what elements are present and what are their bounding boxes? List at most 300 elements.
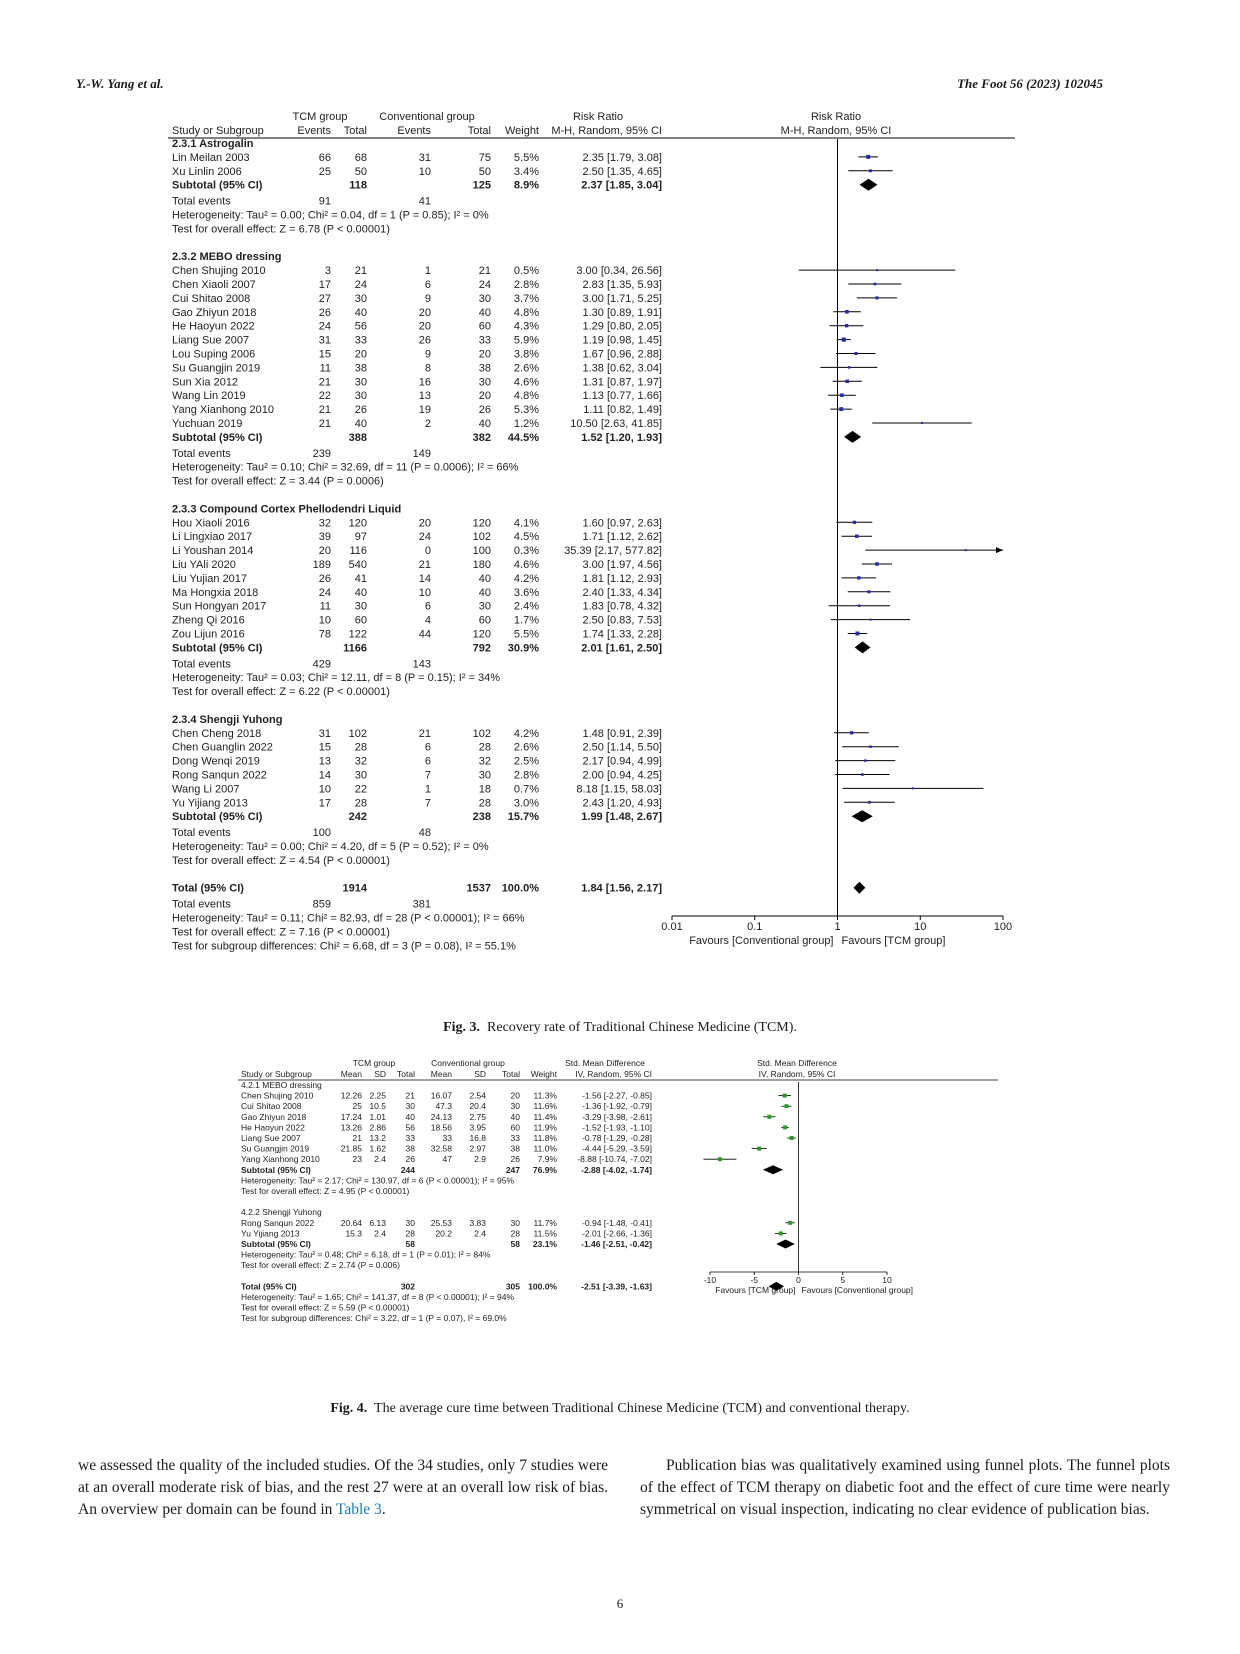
fig4-cell: 20.64 [340, 1217, 362, 1228]
fig4-smd-header: Std. Mean Difference [565, 1058, 645, 1068]
fig3-cell: 0.5% [513, 265, 539, 278]
fig4-cell: 15.3 [345, 1228, 362, 1239]
fig3-subgroup-note: Heterogeneity: Tau² = 0.00; Chi² = 4.20, df = 5 (P = 0.52); I² = 0% [172, 841, 489, 853]
fig3-risk-ratio-plot-header: Risk Ratio [810, 111, 862, 123]
fig3-cell: 68 [354, 151, 367, 164]
fig4-point-estimate [767, 1115, 771, 1119]
fig4-row-label: Yang Xianhong 2010 [241, 1154, 320, 1165]
fig4-cell: 1.62 [369, 1143, 386, 1154]
fig3-point-estimate [921, 422, 923, 424]
fig4-overall-note: Test for overall effect: Z = 5.59 (P < 0.00001) [241, 1302, 410, 1313]
fig3-cell: 1914 [342, 882, 367, 895]
fig3-cell: 180 [472, 559, 491, 571]
fig4-col-header: Mean [340, 1069, 362, 1079]
fig4-cell: -0.94 [-1.48, -0.41] [582, 1217, 652, 1228]
fig3-caption [0, 1020, 1240, 1036]
fig3-subgroup-note: Test for overall effect: Z = 6.78 (P < 0.00001) [172, 223, 390, 236]
fig3-cell: 3.00 [1.97, 4.56] [582, 559, 662, 571]
fig3-cell: 18 [478, 783, 491, 796]
fig3-cell: 0.3% [513, 545, 539, 558]
fig3-cell: 4.8% [513, 306, 539, 319]
fig3-cell: 7 [424, 769, 431, 782]
fig4-subgroup-note: Test for overall effect: Z = 2.74 (P = 0.006) [241, 1260, 400, 1271]
fig3-cell: 11 [319, 600, 331, 613]
fig4-cell: 11.4% [533, 1111, 557, 1122]
fig3-row-label: Subtotal (95% CI) [172, 642, 263, 655]
fig4-cell: 60 [510, 1122, 520, 1133]
fig3-subgroup-title: 2.3.2 MEBO dressing [172, 251, 282, 264]
fig3-cell: 38 [478, 362, 491, 375]
fig3-cell: 21 [318, 376, 331, 389]
fig4-cell: 23 [352, 1154, 362, 1165]
fig3-cell: 1.38 [0.62, 3.04] [582, 362, 662, 375]
fig3-cell: 50 [354, 165, 367, 178]
fig3-cell: 102 [348, 727, 367, 740]
fig3-cell: 120 [472, 517, 491, 530]
fig4-caption-text: The average cure time between Traditional Chinese Medicine (TCM) and conventional therapy. [374, 1401, 910, 1416]
fig3-cell: 3.0% [513, 797, 539, 810]
fig3-cell: 31 [418, 151, 431, 164]
fig3-cell: 14 [318, 769, 331, 782]
fig3-cell: 78 [318, 628, 331, 641]
fig4-point-estimate [788, 1221, 792, 1225]
fig3-cell: 20 [418, 306, 431, 319]
fig3-point-estimate [875, 562, 879, 566]
fig3-row-label: Yu Yijiang 2013 [172, 797, 248, 810]
fig3-row-label: Ma Hongxia 2018 [172, 586, 259, 599]
fig4-subgroup-note: Heterogeneity: Tau² = 0.48; Chi² = 6.18, df = 1 (P = 0.01); I² = 84% [241, 1249, 491, 1260]
fig3-point-estimate [867, 590, 870, 593]
fig3-overall-note: Test for overall effect: Z = 7.16 (P < 0.00001) [172, 926, 390, 939]
fig3-cell: 38 [354, 362, 367, 375]
fig3-cell: 1166 [343, 642, 367, 655]
fig3-point-estimate [857, 576, 860, 579]
fig3-cell: 2.40 [1.33, 4.34] [582, 586, 662, 599]
fig3-col-total: Total [467, 125, 491, 137]
fig3-cell: 40 [478, 586, 491, 599]
fig4-col-header: SD [474, 1069, 486, 1079]
fig3-point-estimate [855, 534, 858, 537]
fig4-cell: -1.36 [-1.92, -0.79] [582, 1101, 652, 1112]
fig3-cell: 11 [319, 362, 331, 375]
fig3-cell: 44 [418, 628, 431, 641]
fig3-point-estimate [912, 787, 914, 789]
fig3-row-label: Wang Lin 2019 [172, 390, 246, 403]
fig3-row-label: Chen Shujing 2010 [172, 265, 266, 278]
fig3-cell: 1.81 [1.12, 2.93] [582, 572, 662, 585]
fig3-cell: 2.35 [1.79, 3.08] [582, 151, 662, 164]
fig4-x-tick-label: -5 [750, 1275, 759, 1285]
fig3-row-label: Li Youshan 2014 [172, 545, 254, 558]
fig3-cell: 4.8% [513, 390, 539, 403]
fig3-cell: 30 [354, 376, 367, 389]
fig4-cell: -4.44 [-5.29, -3.59] [582, 1143, 652, 1154]
fig3-tcm-group-header: TCM group [292, 111, 348, 123]
fig3-cell: 30 [354, 769, 367, 782]
fig3-cell: 21 [478, 265, 491, 278]
fig3-point-estimate [874, 283, 877, 286]
fig4-cell: 3.83 [469, 1217, 486, 1228]
fig4-cell: 30 [510, 1101, 520, 1112]
fig3-cell: 118 [349, 179, 367, 192]
fig4-row-label: Cui Shitao 2008 [241, 1101, 302, 1112]
fig4-cell: 3.95 [469, 1122, 486, 1133]
fig3-cell: 1.7% [513, 614, 539, 627]
fig4-cell: 11.3% [533, 1090, 557, 1101]
fig3-cell: 26 [318, 306, 331, 319]
fig4-favours-right: Favours [Conventional group] [801, 1285, 914, 1295]
fig3-x-tick-label: 0.1 [747, 921, 763, 933]
fig3-cell: 21 [418, 727, 431, 740]
fig3-cell: 30 [478, 769, 491, 782]
fig3-ci-arrow [996, 547, 1003, 553]
fig3-point-estimate [848, 366, 851, 369]
fig4-cell: 16.07 [430, 1090, 452, 1101]
fig3-cell: 15 [318, 348, 331, 361]
fig3-cell: 2.6% [513, 741, 539, 754]
fig3-cell: 0 [424, 545, 431, 558]
fig4-cell: 18.56 [430, 1122, 452, 1133]
fig3-point-estimate [839, 407, 843, 411]
fig3-point-estimate [866, 155, 870, 159]
fig3-total-events-conv: 149 [412, 447, 431, 460]
fig3-cell: 13 [318, 755, 331, 768]
fig3-caption-text: Recovery rate of Traditional Chinese Medicine (TCM). [487, 1020, 797, 1035]
fig4-cell: 2.97 [469, 1143, 486, 1154]
fig3-cell: 25 [318, 165, 331, 178]
fig3-cell: 100 [472, 545, 491, 558]
fig4-x-tick-label: 5 [840, 1275, 846, 1285]
fig3-point-estimate [840, 393, 844, 397]
fig4-pooled-diamond [776, 1240, 794, 1249]
fig3-cell: 2.00 [0.94, 4.25] [582, 769, 662, 782]
fig3-cell: 9 [424, 348, 431, 361]
fig3-cell: 28 [478, 797, 491, 810]
forest-plot-cure-time [0, 1040, 1240, 1380]
fig3-point-estimate [842, 338, 846, 342]
fig3-cell: 388 [348, 431, 367, 444]
fig3-cell: 26 [418, 334, 431, 347]
fig3-col-events: Events [297, 125, 331, 137]
body-text-left [78, 1455, 608, 1521]
fig4-cell: -2.88 [-4.02, -1.74] [581, 1164, 652, 1175]
fig3-cell: 125 [472, 179, 491, 192]
fig3-cell: 40 [354, 418, 367, 430]
fig4-point-estimate [718, 1157, 722, 1161]
fig3-cell: 189 [312, 559, 331, 571]
fig4-point-estimate [783, 1094, 787, 1098]
fig3-cell: 20 [354, 348, 367, 361]
fig3-total-events-conv: 48 [418, 827, 431, 840]
fig3-total-events-conv: 143 [412, 658, 431, 671]
fig4-cell: 33 [442, 1133, 452, 1143]
fig3-cell: 2.6% [513, 362, 539, 375]
fig3-row-label: Subtotal (95% CI) [172, 179, 263, 192]
fig3-row-label: Lou Suping 2006 [172, 348, 256, 361]
fig3-cell: 31 [318, 334, 331, 347]
fig4-point-estimate [784, 1104, 788, 1108]
fig3-cell: 32 [478, 755, 491, 768]
fig4-cell: 11.5% [533, 1228, 557, 1239]
fig4-cell: 30 [510, 1217, 520, 1228]
fig4-overall-note: Test for subgroup differences: Chi² = 3.22, df = 1 (P = 0.07), I² = 69.0% [241, 1313, 507, 1324]
fig4-cell: 20 [510, 1090, 520, 1101]
fig3-cell: 1.52 [1.20, 1.93] [581, 431, 662, 444]
fig3-x-tick-label: 0.01 [661, 921, 683, 933]
fig4-cell: 1.01 [369, 1111, 386, 1122]
fig3-row-label: Li Lingxiao 2017 [172, 531, 253, 544]
fig3-cell: 3.6% [513, 586, 539, 599]
fig4-cell: 16.8 [469, 1133, 486, 1143]
fig3-cell: 10 [318, 783, 331, 796]
fig4-cell: 40 [510, 1111, 520, 1122]
fig3-cell: 1.19 [0.98, 1.45] [582, 334, 662, 347]
fig3-cell: 17 [318, 279, 331, 291]
fig3-point-estimate [845, 310, 849, 314]
fig3-row-label: Liang Sue 2007 [172, 334, 250, 347]
body-text-right [640, 1455, 1170, 1521]
fig3-cell: 6 [424, 279, 431, 291]
fig3-cell: 5.5% [513, 151, 539, 164]
fig4-favours-left: Favours [TCM group] [715, 1285, 796, 1295]
fig3-cell: 60 [354, 614, 367, 627]
fig4-row-label: Su Guangjin 2019 [241, 1143, 310, 1154]
fig3-subgroup-title: 2.3.3 Compound Cortex Phellodendri Liquid [172, 503, 402, 516]
fig3-cell: 3 [324, 265, 331, 278]
fig3-row-label: Zheng Qi 2016 [172, 614, 245, 627]
fig3-cell: 1.11 [0.82, 1.49] [583, 404, 662, 417]
fig3-cell: 3.4% [513, 165, 539, 178]
fig3-col-study: Study or Subgroup [172, 125, 264, 137]
fig3-cell: 30 [354, 390, 367, 403]
fig3-cell: 102 [472, 531, 491, 544]
fig3-point-estimate [845, 324, 848, 327]
fig4-cell: -1.56 [-2.27, -0.85] [582, 1090, 652, 1101]
fig3-cell: 30.9% [507, 642, 539, 655]
fig3-cell: 4.1% [513, 517, 539, 530]
fig3-cell: 2.4% [513, 600, 539, 613]
fig4-cell: 7.9% [537, 1154, 557, 1165]
fig4-cell: 56 [405, 1122, 415, 1133]
fig3-cell: 238 [472, 811, 491, 824]
fig3-cell: 1.2% [513, 418, 539, 430]
fig3-cell: 2.37 [1.85, 3.04] [581, 179, 662, 192]
fig3-cell: 13 [418, 390, 431, 403]
fig3-cell: 1.74 [1.33, 2.28] [582, 628, 662, 641]
fig3-cell: 20 [418, 517, 431, 530]
fig3-cell: 3.00 [0.34, 26.56] [576, 265, 662, 278]
fig3-cell: 7 [424, 797, 431, 810]
fig3-point-estimate [869, 619, 871, 621]
fig3-total-events-label: Total events [172, 898, 231, 911]
fig3-cell: 100.0% [501, 882, 539, 895]
fig3-cell: 1537 [466, 882, 491, 895]
fig3-cell: 40 [478, 418, 491, 430]
fig3-point-estimate [864, 759, 866, 761]
fig4-row-label: Chen Shujing 2010 [241, 1090, 314, 1101]
fig3-point-estimate [875, 296, 878, 299]
fig3-row-label: Xu Linlin 2006 [172, 165, 242, 178]
fig4-cell: 11.0% [533, 1143, 557, 1154]
fig4-cell: 11.8% [533, 1133, 557, 1143]
fig3-row-label: Subtotal (95% CI) [172, 811, 263, 824]
fig4-cell: 33 [405, 1133, 415, 1143]
fig3-row-label: Cui Shitao 2008 [172, 292, 251, 305]
fig3-cell: 6 [424, 741, 431, 754]
fig3-cell: 20 [418, 320, 431, 333]
fig3-cell: 75 [478, 151, 491, 164]
fig3-cell: 28 [354, 741, 367, 754]
fig4-row-label: Rong Sanqun 2022 [241, 1217, 315, 1228]
fig4-cell: 21 [405, 1090, 415, 1101]
fig3-cell: 32 [318, 517, 331, 530]
fig4-cell: 24.13 [430, 1111, 452, 1122]
fig4-cell: -2.01 [-2.66, -1.36] [582, 1228, 652, 1239]
fig3-conventional-group-header: Conventional group [379, 111, 475, 123]
fig4-cell: 100.0% [528, 1281, 557, 1292]
fig3-cell: 50 [478, 165, 491, 178]
fig3-cell: 97 [354, 531, 367, 544]
fig3-total-events-label: Total events [172, 827, 231, 840]
fig3-cell: 14 [418, 572, 431, 585]
fig3-cell: 2.50 [0.83, 7.53] [582, 614, 662, 627]
running-header-journal: The Foot 56 (2023) 102045 [957, 76, 1103, 91]
fig3-cell: 31 [318, 727, 331, 740]
fig3-col-events: Events [397, 125, 431, 137]
fig3-cell: 0.7% [513, 783, 539, 796]
fig3-cell: 44.5% [507, 431, 539, 444]
fig4-col-header: IV, Random, 95% CI [575, 1069, 652, 1079]
fig4-point-estimate [757, 1147, 761, 1151]
body-left-end: . [381, 1501, 386, 1518]
fig4-cell: -3.29 [-3.98, -2.61] [582, 1111, 652, 1122]
fig3-cell: 15.7% [507, 811, 539, 824]
fig3-cell: 35.39 [2.17, 577.82] [564, 545, 662, 558]
fig3-cell: 242 [348, 811, 367, 824]
fig3-row-label: Yuchuan 2019 [172, 418, 243, 430]
fig3-row-label: Hou Xiaoli 2016 [172, 517, 250, 530]
fig3-cell: 60 [478, 614, 491, 627]
fig3-cell: 2.01 [1.61, 2.50] [581, 642, 662, 655]
fig3-cell: 30 [478, 376, 491, 389]
fig3-cell: 2 [424, 418, 431, 430]
fig3-cell: 1.67 [0.96, 2.88] [582, 348, 662, 361]
fig4-point-estimate [783, 1125, 787, 1129]
fig3-caption-label: Fig. 3. [443, 1020, 481, 1035]
fig3-cell: 28 [478, 741, 491, 754]
fig4-cell: 2.4 [474, 1228, 486, 1239]
fig3-row-label: Yang Xianhong 2010 [172, 404, 274, 417]
fig3-cell: 6 [424, 600, 431, 613]
fig4-col-header: Weight [530, 1069, 557, 1079]
fig3-cell: 40 [478, 306, 491, 319]
fig3-cell: 1.84 [1.56, 2.17] [581, 882, 662, 895]
fig4-cell: 2.54 [469, 1090, 486, 1101]
fig4-cell: -2.51 [-3.39, -1.63] [581, 1281, 652, 1292]
fig3-cell: 30 [478, 600, 491, 613]
fig3-cell: 382 [472, 431, 491, 444]
fig4-row-label: Liang Sue 2007 [241, 1133, 301, 1143]
fig4-subgroup-note: Heterogeneity: Tau² = 2.17; Chi² = 130.97, df = 6 (P < 0.00001); I² = 95% [241, 1175, 515, 1186]
fig3-cell: 2.17 [0.94, 4.99] [582, 755, 662, 768]
fig3-cell: 26 [478, 404, 491, 417]
fig4-cell: -0.78 [-1.29, -0.28] [582, 1133, 652, 1143]
fig4-cell: 2.9 [474, 1154, 486, 1165]
fig3-total-events-conv: 41 [418, 195, 431, 208]
table3-link[interactable]: Table 3 [335, 1501, 382, 1518]
fig3-cell: 5.5% [513, 628, 539, 641]
fig4-pooled-diamond [763, 1165, 783, 1174]
fig3-overall-note: Heterogeneity: Tau² = 0.11; Chi² = 82.93, df = 28 (P < 0.00001); I² = 66% [172, 912, 525, 925]
fig3-cell: 5.9% [513, 334, 539, 347]
fig3-cell: 21 [418, 559, 431, 571]
fig3-cell: 28 [354, 797, 367, 810]
fig3-cell: 2.8% [513, 769, 539, 782]
fig4-col-header: Total [397, 1069, 415, 1079]
fig3-cell: 30 [354, 292, 367, 305]
fig4-cell: 13.26 [340, 1122, 362, 1133]
fig4-cell: 30 [405, 1217, 415, 1228]
fig3-cell: 4.2% [513, 727, 539, 740]
fig4-cell: 11.7% [533, 1217, 557, 1228]
fig3-cell: 1.31 [0.87, 1.97] [582, 376, 662, 389]
fig4-cell: 26 [405, 1154, 415, 1165]
fig4-cell: 20.4 [469, 1101, 486, 1112]
fig4-caption-label: Fig. 4. [330, 1401, 368, 1416]
fig3-subgroup-note: Heterogeneity: Tau² = 0.00; Chi² = 0.04, df = 1 (P = 0.85); I² = 0% [172, 209, 489, 222]
fig4-point-estimate [779, 1231, 783, 1235]
fig4-cell: 30 [405, 1101, 415, 1112]
fig3-cell: 120 [348, 517, 367, 530]
fig3-favours-right: Favours [TCM group] [841, 935, 946, 947]
fig3-total-events-label: Total events [172, 447, 231, 460]
fig3-point-estimate [861, 773, 864, 776]
fig3-row-label: Chen Guanglin 2022 [172, 741, 273, 754]
fig3-cell: 22 [354, 783, 367, 796]
fig3-point-estimate [876, 269, 878, 271]
fig3-col-ci: M-H, Random, 95% CI [551, 125, 662, 137]
fig4-cell: 305 [505, 1281, 520, 1292]
fig4-cell: 38 [405, 1143, 415, 1154]
fig3-cell: 2.5% [513, 755, 539, 768]
fig3-row-label: Sun Xia 2012 [172, 376, 239, 389]
fig4-cell: 17.24 [340, 1111, 362, 1122]
page-number: 6 [616, 1596, 624, 1611]
fig3-x-tick-label: 10 [914, 921, 927, 933]
fig3-point-estimate [845, 380, 849, 384]
fig3-cell: 20 [478, 390, 491, 403]
fig4-point-estimate [790, 1136, 794, 1140]
fig3-subgroup-title: 2.3.1 Astrogalin [172, 138, 254, 150]
fig3-cell: 1.99 [1.48, 2.67] [581, 811, 662, 824]
fig4-cell: 2.4 [374, 1228, 386, 1239]
fig3-cell: 27 [318, 292, 331, 305]
fig3-subgroup-note: Test for overall effect: Z = 3.44 (P = 0.0006) [172, 475, 384, 488]
fig4-cell: 47 [442, 1154, 452, 1165]
fig3-cell: 21 [354, 265, 367, 278]
fig3-cell: 1.29 [0.80, 2.05] [582, 320, 662, 333]
fig4-row-label: Gao Zhiyun 2018 [241, 1111, 307, 1122]
fig4-col-study: Study or Subgroup [241, 1069, 312, 1079]
fig3-cell: 16 [418, 376, 431, 389]
fig4-cell: 244 [400, 1164, 415, 1175]
fig3-cell: 1.60 [0.97, 2.63] [582, 517, 662, 530]
fig3-cell: 9 [424, 292, 431, 305]
fig3-row-label: Gao Zhiyun 2018 [172, 306, 257, 319]
fig4-cell: 21.85 [340, 1143, 362, 1154]
fig4-cell: 11.9% [533, 1122, 557, 1133]
fig4-cell: 10.5 [369, 1101, 386, 1112]
